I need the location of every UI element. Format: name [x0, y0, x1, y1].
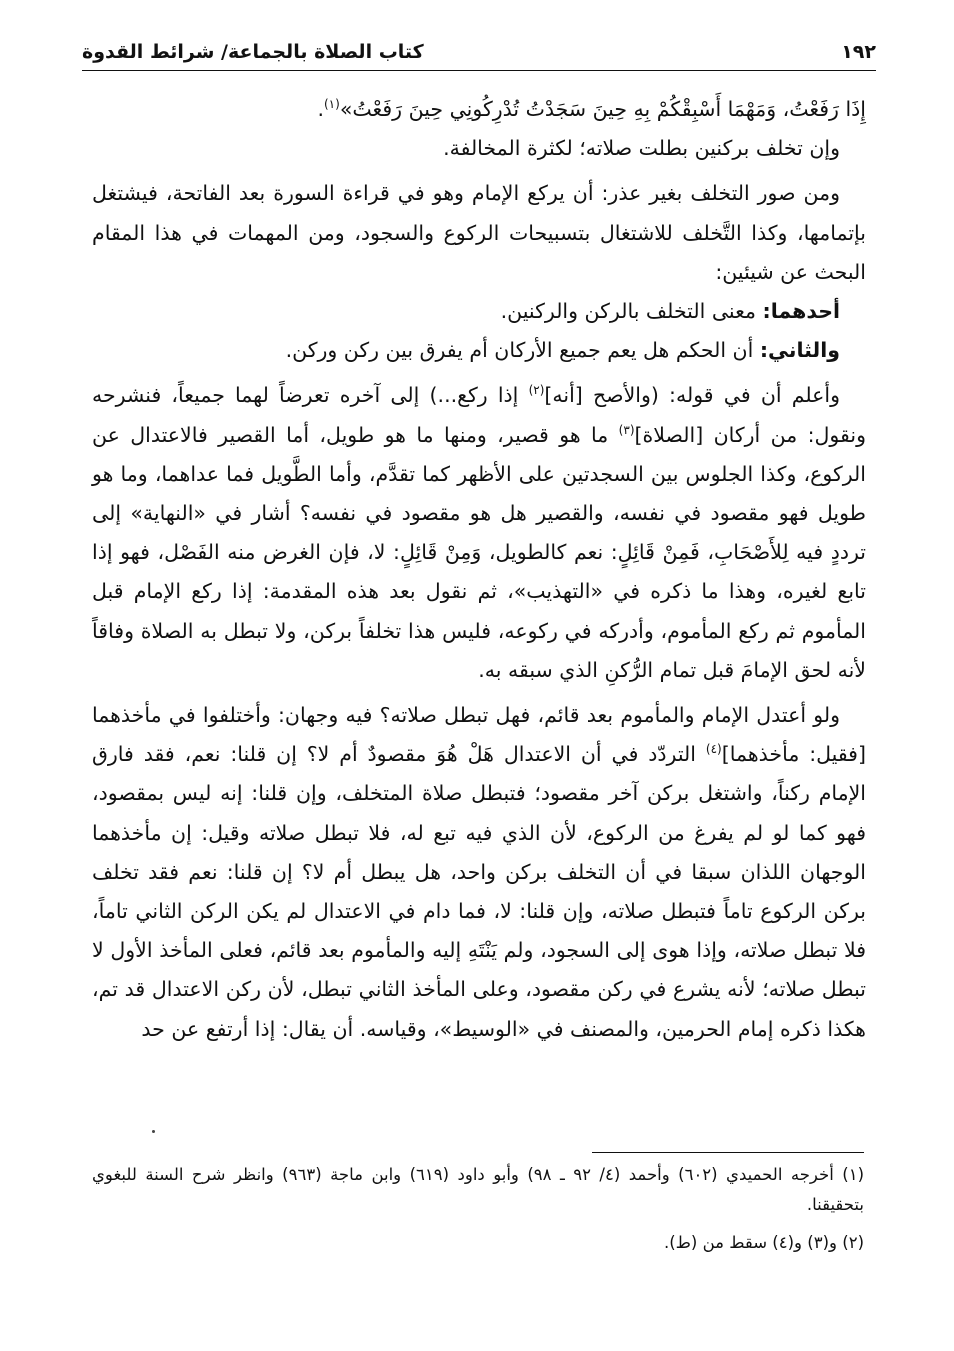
paragraph: وإن تخلف بركنين بطلت صلاته؛ لكثرة المخالفة. [443, 136, 840, 161]
paragraph-text: إذا ركع...) إلى آخره تعرضاً لهما جميعاً، فنشرحه ونقول: من أركان [الصلاة] [92, 383, 866, 447]
paper-speck [152, 1130, 155, 1133]
paragraph-text: . [317, 97, 324, 121]
lead-word: والثاني: [759, 338, 840, 363]
lead-word: أحدهما: [762, 299, 840, 324]
footnote-ref-2: (٢) [528, 383, 545, 398]
footnote-1: (١) أخرجه الحميدي (٦٠٢) وأحمد (٤/ ٩٢ ـ ٩٨) وأبو داود (٦١٩) وابن ماجة (٩٦٣) وانظر شرح السنة للبغوي بتحقيقنا. [92, 1165, 864, 1214]
paragraph-text: ما هو قصير، ومنها ما هو طويل، أما القصير فالاعتدال عن الركوع، وكذا الجلوس بين السجدتين على الأظهر كما تقدَّم، وأما الطَّويل فما عداهما، وما هو طويل فهو مقصود في نفسه، والقصير هل هو مقصود في نفسه؟ أشار في «النهاية» إلى ترددٍ فيه لِلأَصْحَابِ، فَمِنْ قَائِلٍ: نعم كالطويل، وَمِنْ قَائِلٍ: لا، فإن الغرض منه الفَصْل، فهو إذا تابع لغيره، وهذا ما ذكره في «التهذيب»، ثم نقول بعد هذه المقدمة: إذا ركع الإمام قبل المأموم ثم ركع المأموم، وأدركه في ركوعه، فليس هذا تخلفاً بركن، ولا تبطل به الصلاة وفاقاً لأنه لحق الإمامَ قبل تمام الرُّكنِ الذي سبقه به. [92, 422, 866, 682]
footnote-ref-1: (١) [323, 97, 340, 112]
main-text [92, 90, 866, 1049]
footnote-2: (٢) و(٣) و(٤) سقط من (ط). [663, 1233, 864, 1252]
footnotes [92, 1160, 864, 1258]
paragraph-first-item [92, 292, 866, 331]
footnote-rule [592, 1152, 864, 1153]
page-header [82, 34, 876, 70]
paragraph-hadith-end [92, 90, 866, 129]
paragraph: ومن صور التخلف بغير عذر: أن يركع الإمام وهو في قراءة السورة بعد الفاتحة، فيشتغل بإتمامها، وكذا التَّخلف للاشتغال بتسبيحات الركوع والسجود، ومن المهمات في هذا المقام البحث عن شيئين: [92, 181, 866, 284]
paragraph-text: التردّد في أن الاعتدال هَلْ هُوَ مقصودٌ أم لا؟ إن قلنا: نعم، فقد فارق الإمام ركناً، واشتغل بركن آخر مقصود؛ فتبطل صلاة المتخلف، وإن قلنا: إنه ليس بمقصود، فهو كما لو لم يفرغ من الركوع، لأن الذي فيه تبع له، فلا تبطل صلاته وقيل: إن مأخذهما الوجهان اللذان سبقا في أن التخلف بركن واحد، هل يبطل أم لا؟ إن قلنا: نعم فقد تخلف بركن الركوع تاماً فتبطل صلاته، وإن قلنا: لا، فما دام في الاعتدال لم يكن الركن الثاني تاماً، فلا تبطل صلاته، وإذا هوى إلى السجود، ولم يَنْتَهِ إليه والمأموم بعد قائم، فعلى المأخذ الأول لا تبطل صلاته؛ لأنه يشرع في ركن مقصود، وعلى المأخذ الثاني تبطل، لأن ركن الاعتدال قد تم، هكذا ذكره إمام الحرمين، والمصنف في «الوسيط»، وقياسه. أن يقال: إذا أرتفع عن حد [92, 742, 866, 1041]
paragraph-text: أن الحكم هل يعم جميع الأركان أم يفرق بين ركن وركن. [285, 338, 754, 363]
footnote-ref-3: (٣) [618, 422, 635, 437]
paragraph-text: إِذَا رَفَعْتُ، وَمَهْمَا أَسْبِقْكُمْ بِهِ حِينَ سَجَدْتُ تُدْرِكُونِي حِينَ رَفَعْتُ» [339, 97, 866, 121]
footnote-ref-4: (٤) [705, 742, 722, 757]
paragraph-explanation [92, 376, 866, 690]
paragraph-text: معنى التخلف بالركن والركنين. [500, 299, 756, 324]
page-number: ١٩٢ [841, 41, 876, 63]
running-title: كتاب الصلاة بالجماعة/ شرائط القدوة [82, 41, 424, 63]
paragraph-second-item [92, 331, 866, 370]
paragraph-text: وأعلم أن في قوله: (والأصح [أنه] [544, 383, 840, 408]
paragraph-text: ولو أعتدل الإمام والمأموم بعد قائم، فهل تبطل صلاته؟ فيه وجهان: وأختلفوا في مأخذهما [فقيل: مأخذهما] [92, 703, 866, 767]
paragraph-two-views [92, 696, 866, 1049]
header-rule [82, 70, 876, 71]
